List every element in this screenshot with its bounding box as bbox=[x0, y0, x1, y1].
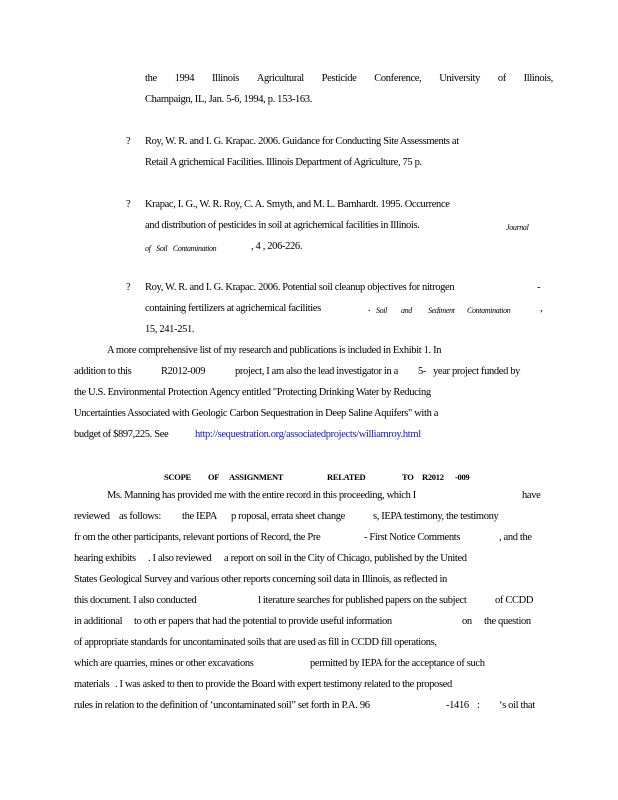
bullet-marker: ? bbox=[126, 282, 131, 293]
para2-l2a: reviewed bbox=[74, 511, 110, 522]
para2-l5: States Geological Survey and various other reports concerning soil data in Illinois, as reflected in bbox=[74, 574, 447, 585]
word: Illinois bbox=[211, 73, 239, 84]
heading-word: ASSIGNMENT bbox=[229, 472, 284, 482]
word: the bbox=[145, 73, 157, 84]
para2-l2c: the IEPA bbox=[182, 511, 218, 522]
para1-line5a: budget of $897,225. See bbox=[74, 429, 169, 440]
para2-l9a: which are quarries, mines or other excavations bbox=[74, 658, 254, 669]
ref3-journal-w1: Soil bbox=[376, 306, 388, 315]
heading-word: OF bbox=[208, 472, 220, 482]
para2-l11c: : bbox=[477, 700, 480, 711]
para2-l2b: as follows: bbox=[119, 511, 161, 522]
word: University bbox=[439, 73, 481, 84]
word: Pesticide bbox=[321, 73, 357, 84]
heading-word: RELATED bbox=[327, 472, 366, 482]
para1-line2a: addition to this bbox=[74, 366, 132, 377]
word: Agricultural bbox=[256, 73, 304, 84]
para1-line4: Uncertainties Associated with Geologic Carbon Sequestration in Deep Saline Aquifers" with a bbox=[74, 408, 439, 419]
ref3-period: . bbox=[368, 303, 371, 314]
ref3-journal-w3: Sediment bbox=[428, 306, 455, 315]
heading-word: -009 bbox=[455, 472, 470, 482]
para1-line2d: 5- bbox=[418, 366, 427, 377]
williamroy-project-link[interactable]: http://sequestration.org/associatedprojects/williamroy.html bbox=[195, 429, 421, 440]
para1-line2c: project, I am also the lead investigator in a bbox=[235, 366, 398, 377]
word: Illinois, bbox=[523, 73, 553, 84]
bullet-marker: ? bbox=[126, 199, 131, 210]
heading-word: R2012 bbox=[422, 472, 444, 482]
ref3-line1: Roy, W. R. and I. G. Krapac. 2006. Potential soil cleanup objectives for nitrogen bbox=[145, 282, 455, 293]
para2-l2d: p roposal, errata sheet change bbox=[231, 511, 345, 522]
ref1-line1: Roy, W. R. and I. G. Krapac. 2006. Guidance for Conducting Site Assessments at bbox=[145, 136, 459, 147]
word: 1994 bbox=[174, 73, 195, 84]
para2-l4a: hearing exhibits bbox=[74, 553, 136, 564]
para2-l10b: . I was asked to then to provide the Board with expert testimony related to the proposed bbox=[115, 679, 452, 690]
ref3-journal-w4: Contamination bbox=[467, 306, 511, 315]
ref1-line2: Retail A grichemical Facilities. Illinois Department of Agriculture, 75 p. bbox=[145, 157, 422, 168]
para2-l11a: rules in relation to the definition of ‘uncontaminated soil” set forth in P.A. 96 bbox=[74, 700, 370, 711]
para2-l6a: this document. I also conducted bbox=[74, 595, 197, 606]
para2-l7d: the question bbox=[484, 616, 531, 627]
para2-l7c: on bbox=[462, 616, 472, 627]
para2-l3b: - First Notice Comments bbox=[364, 532, 461, 543]
para2-l6c: of CCDD bbox=[495, 595, 534, 606]
ref3-comma: , bbox=[540, 303, 543, 314]
para2-l3a: fr om the other participants, relevant portions of Record, the Pre bbox=[74, 532, 321, 543]
heading-word: TO bbox=[402, 472, 414, 482]
para2-l1b: have bbox=[522, 490, 541, 501]
ref2-volume: , 4 , 206-226. bbox=[251, 241, 303, 252]
word: Conference, bbox=[374, 73, 422, 84]
ref3-journal-w2: and bbox=[401, 306, 412, 315]
para2-l7b: to oth er papers that had the potential to provide useful information bbox=[134, 616, 392, 627]
bullet-marker: ? bbox=[126, 136, 131, 147]
para2-l2e: s, IEPA testimony, the testimony bbox=[373, 511, 499, 522]
ref2-line2a: and distribution of pesticides in soil at agrichemical facilities in Illinois. bbox=[145, 220, 420, 231]
ref2-journal: Journal bbox=[506, 223, 529, 232]
heading-word: SCOPE bbox=[164, 472, 191, 482]
ref3-line2: containing fertilizers at agrichemical facilities bbox=[145, 303, 321, 314]
para2-l11d: ‘s oil that bbox=[499, 700, 535, 711]
para2-l7a: in additional bbox=[74, 616, 123, 627]
para2-l8: of appropriate standards for uncontaminated soils that are used as fill in CCDD fill operations, bbox=[74, 637, 437, 648]
para2-l11b: -1416 bbox=[446, 700, 469, 711]
word: of bbox=[497, 73, 506, 84]
ref0-line1 bbox=[145, 72, 553, 86]
para2-l10a: materials bbox=[74, 679, 110, 690]
para1-line1: A more comprehensive list of my research and publications is included in Exhibit 1. In bbox=[107, 345, 442, 356]
para2-l9b: permitted by IEPA for the acceptance of such bbox=[310, 658, 485, 669]
ref3-line3: 15, 241-251. bbox=[145, 324, 195, 335]
ref2-line1: Krapac, I. G., W. R. Roy, C. A. Smyth, and M. L. Barnhardt. 1995. Occurrence bbox=[145, 199, 450, 210]
para2-l4b: . I also reviewed bbox=[148, 553, 212, 564]
para2-l3c: , and the bbox=[499, 532, 532, 543]
ref2-journal-name: of Soil Contamination bbox=[145, 244, 217, 253]
ref3-hyphen: - bbox=[537, 282, 541, 293]
para1-line3: the U.S. Environmental Protection Agency entitled "Protecting Drinking Water by Reducing bbox=[74, 387, 431, 398]
para1-line2e: year project funded by bbox=[433, 366, 521, 377]
para2-l4c: a report on soil in the City of Chicago, published by the United bbox=[224, 553, 467, 564]
ref0-line2: Champaign, IL, Jan. 5-6, 1994, p. 153-163. bbox=[145, 94, 312, 105]
para1-line2b: R2012-009 bbox=[161, 366, 206, 377]
para2-l1a: Ms. Manning has provided me with the entire record in this proceeding, which I bbox=[107, 490, 416, 501]
para2-l6b: l iterature searches for published papers on the subject bbox=[258, 595, 467, 606]
